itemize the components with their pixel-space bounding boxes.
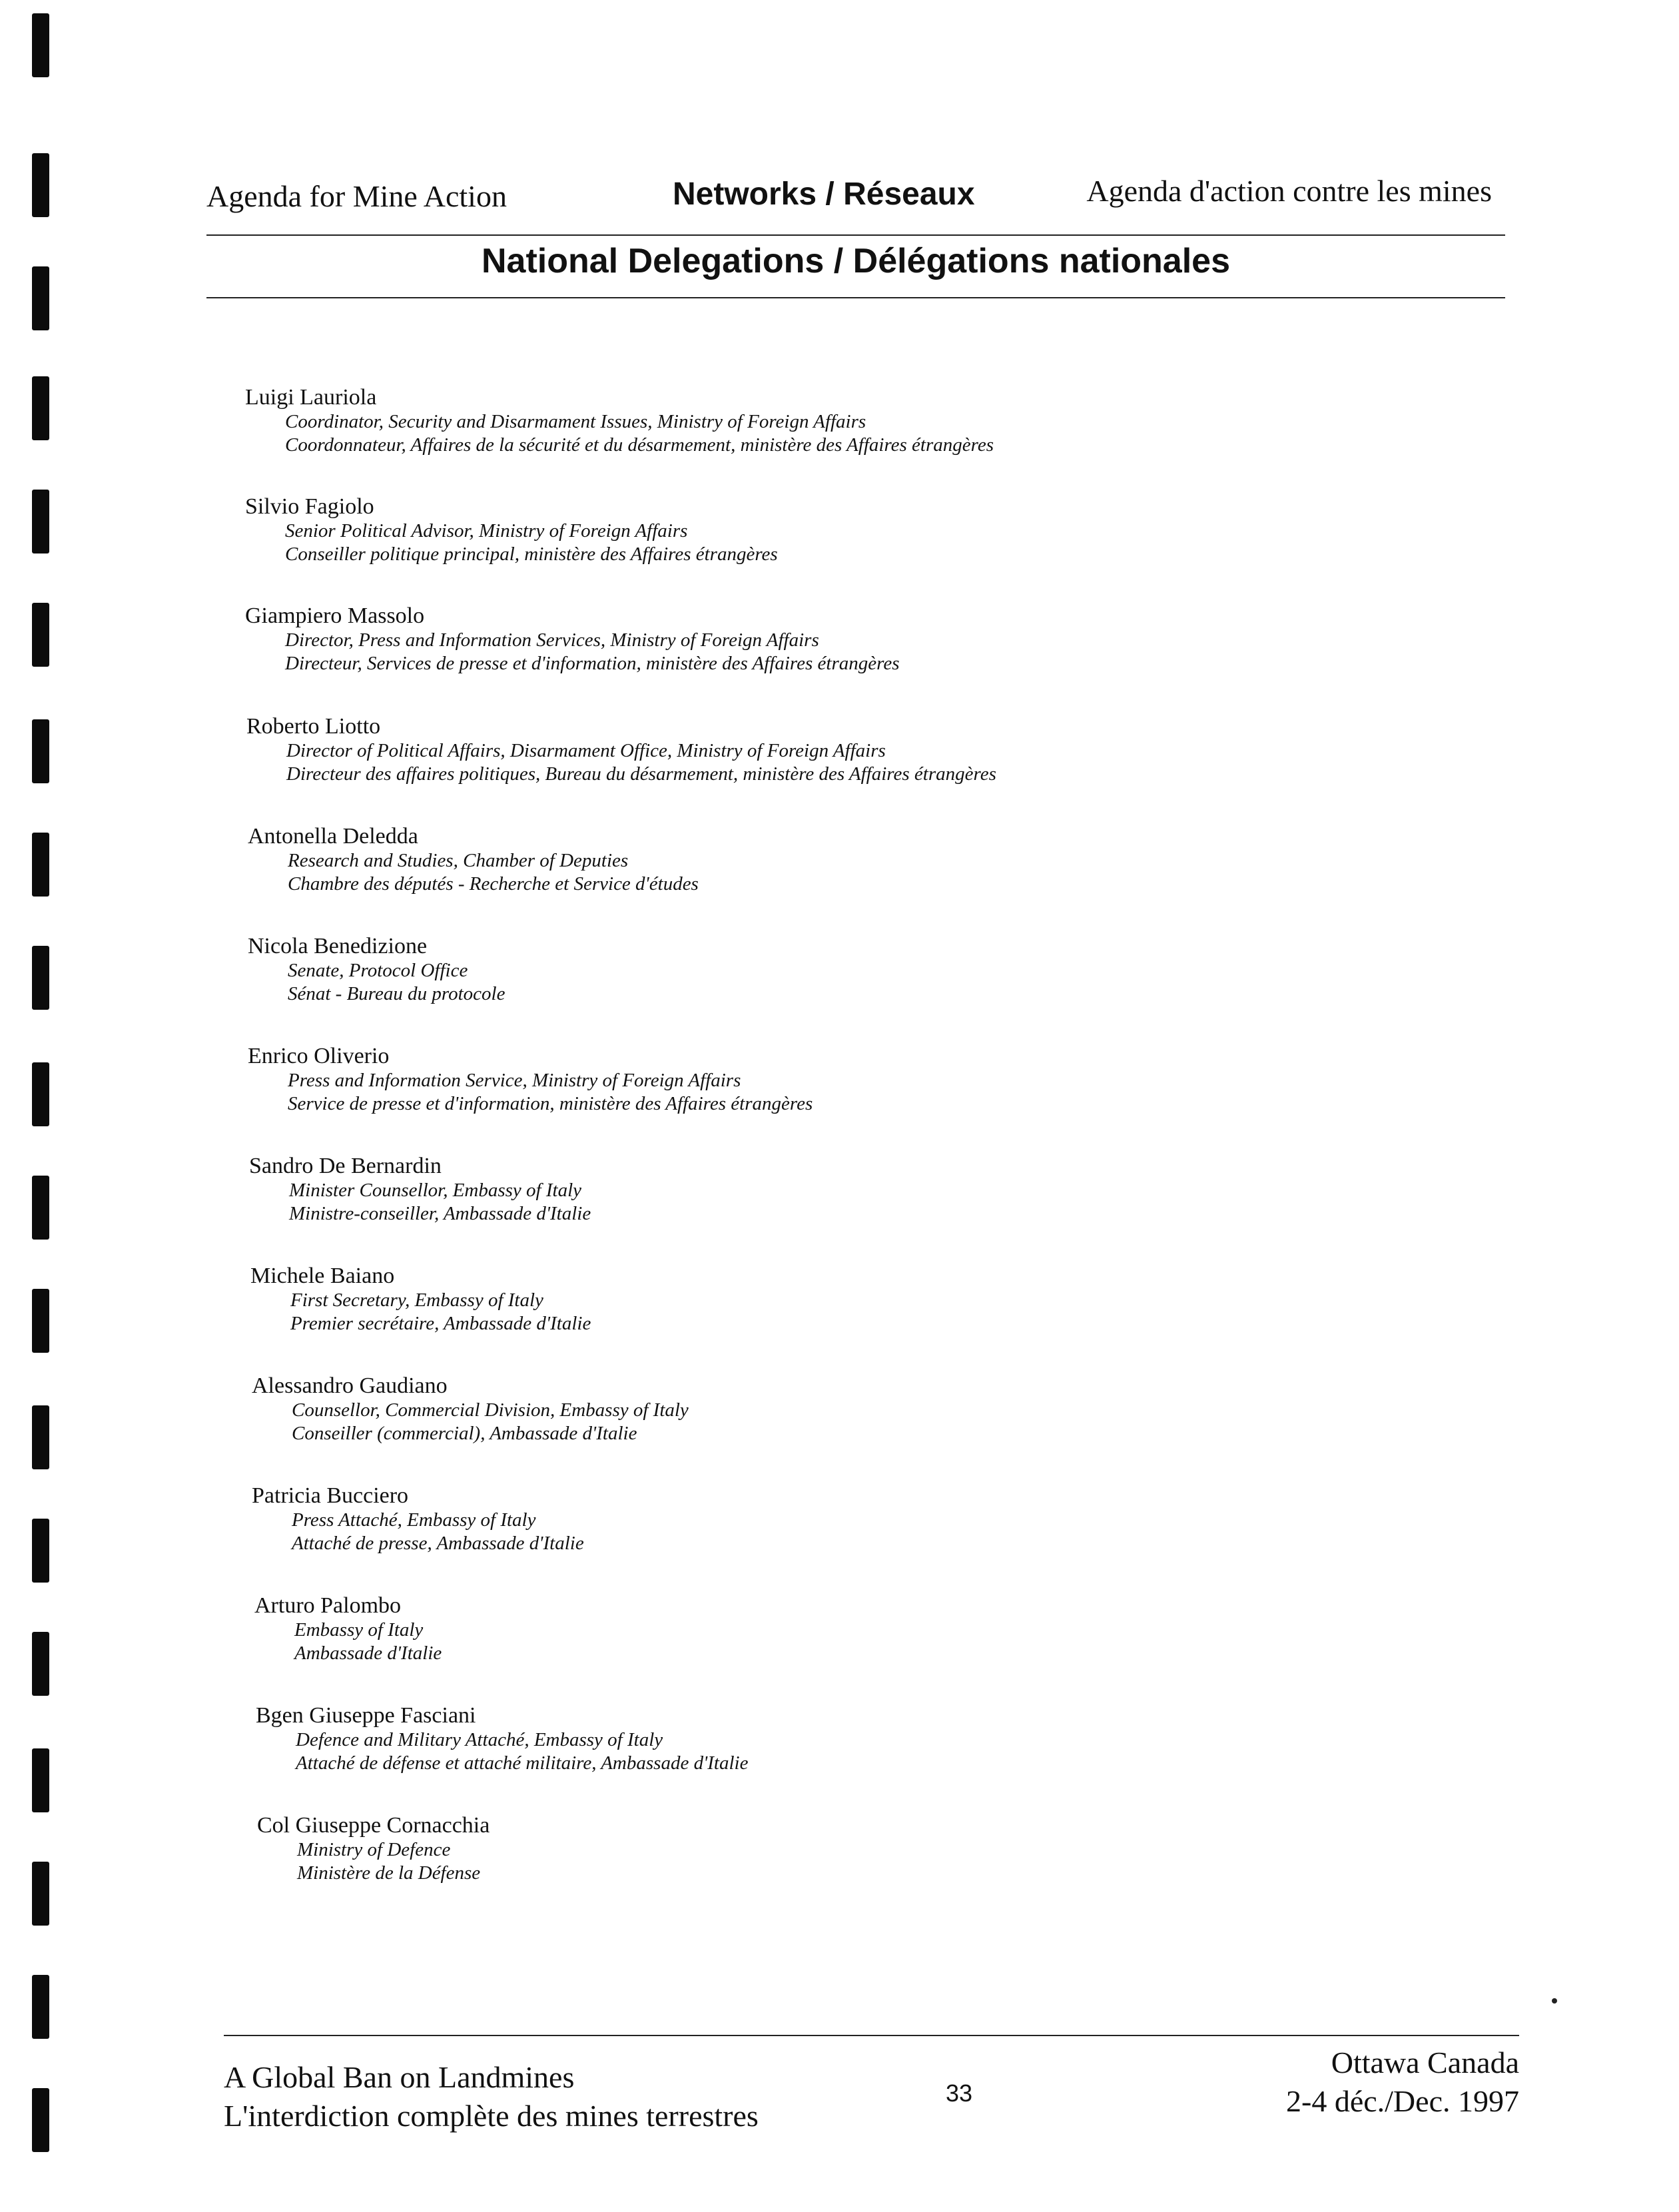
binding-hole — [32, 490, 49, 553]
delegate-role-fr: Ministère de la Défense — [297, 1862, 481, 1884]
binding-hole — [32, 603, 49, 667]
footer-date: 2-4 déc./Dec. 1997 — [1286, 2084, 1519, 2118]
delegate-entry — [246, 714, 996, 786]
delegate-name: Roberto Liotto — [246, 714, 381, 739]
binding-hole — [32, 1519, 49, 1583]
delegate-entry — [252, 1483, 584, 1555]
delegate-role-en: Counsellor, Commercial Division, Embassy of Italy — [292, 1399, 689, 1421]
delegate-role-fr: Conseiller politique principal, ministère des Affaires étrangères — [285, 544, 778, 565]
delegate-name: Luigi Lauriola — [245, 385, 377, 410]
binding-hole — [32, 1176, 49, 1240]
binding-hole — [32, 946, 49, 1010]
delegate-name: Silvio Fagiolo — [245, 494, 374, 519]
delegate-role-fr: Coordonnateur, Affaires de la sécurité et du désarmement, ministère des Affaires étrangères — [285, 434, 994, 456]
binding-hole — [32, 1862, 49, 1926]
binding-hole — [32, 153, 49, 217]
delegate-role-en: Coordinator, Security and Disarmament Issues, Ministry of Foreign Affairs — [285, 411, 866, 432]
delegate-name: Alessandro Gaudiano — [252, 1373, 448, 1398]
delegate-role-fr: Chambre des députés - Recherche et Service d'études — [288, 873, 699, 895]
header-rule — [206, 234, 1505, 236]
binding-hole — [32, 376, 49, 440]
binding-hole — [32, 1289, 49, 1353]
delegate-role-en: Research and Studies, Chamber of Deputies — [288, 850, 629, 871]
delegate-role-fr: Conseiller (commercial), Ambassade d'Italie — [292, 1423, 637, 1444]
delegate-role-en: Senate, Protocol Office — [288, 960, 468, 981]
page-title: National Delegations / Délégations nationales — [481, 242, 1231, 280]
delegate-entry — [256, 1703, 748, 1775]
footer-location: Ottawa Canada — [1331, 2045, 1519, 2079]
delegate-role-en: Defence and Military Attaché, Embassy of Italy — [296, 1729, 663, 1750]
binding-hole — [32, 266, 49, 330]
delegate-role-fr: Attaché de défense et attaché militaire, Ambassade d'Italie — [296, 1752, 749, 1774]
delegate-entry — [250, 1264, 591, 1335]
title-rule — [206, 297, 1505, 298]
delegate-entry — [257, 1813, 490, 1885]
footer-title-fr: L'interdiction complète des mines terrestres — [224, 2099, 759, 2133]
delegate-role-en: Ministry of Defence — [297, 1839, 451, 1860]
delegate-role-fr: Ministre-conseiller, Ambassade d'Italie — [289, 1203, 591, 1224]
binding-hole — [32, 1062, 49, 1126]
delegate-entry — [245, 385, 994, 457]
binding-hole — [32, 1632, 49, 1696]
speck — [1552, 1998, 1557, 2004]
delegate-name: Nicola Benedizione — [248, 934, 428, 958]
header-center: Networks / Réseaux — [673, 177, 975, 212]
page-number: 33 — [946, 2079, 973, 2107]
footer-left — [224, 2058, 759, 2135]
delegate-entry — [249, 1154, 591, 1226]
delegate-entry — [245, 494, 778, 566]
delegate-role-fr: Directeur, Services de presse et d'information, ministère des Affaires étrangères — [285, 653, 900, 674]
footer-right — [1286, 2043, 1519, 2121]
delegate-role-fr: Ambassade d'Italie — [294, 1643, 442, 1664]
delegate-role-en: Press Attaché, Embassy of Italy — [292, 1509, 536, 1531]
binding-hole — [32, 719, 49, 783]
delegate-role-en: Director, Press and Information Services, Ministry of Foreign Affairs — [285, 629, 819, 651]
delegate-role-en: Minister Counsellor, Embassy of Italy — [289, 1180, 582, 1201]
binding-hole — [32, 2088, 49, 2152]
delegate-entry — [248, 1044, 813, 1116]
delegate-name: Enrico Oliverio — [248, 1044, 390, 1068]
binding-hole — [32, 833, 49, 897]
delegate-role-fr: Service de presse et d'information, ministère des Affaires étrangères — [288, 1093, 813, 1114]
delegate-entry — [254, 1593, 442, 1665]
delegate-entry — [248, 824, 699, 896]
delegate-role-fr: Premier secrétaire, Ambassade d'Italie — [290, 1313, 591, 1334]
delegate-role-fr: Attaché de presse, Ambassade d'Italie — [292, 1533, 584, 1554]
footer-rule — [224, 2035, 1519, 2036]
delegate-role-en: Embassy of Italy — [294, 1619, 424, 1641]
delegate-entry — [248, 934, 505, 1006]
delegate-role-en: First Secretary, Embassy of Italy — [290, 1290, 543, 1311]
footer-title-en: A Global Ban on Landmines — [224, 2060, 575, 2094]
binding-holes — [32, 0, 52, 2212]
delegate-name: Col Giuseppe Cornacchia — [257, 1813, 490, 1838]
header-right: Agenda d'action contre les mines — [1086, 174, 1492, 208]
delegate-entry — [245, 603, 900, 675]
delegate-name: Michele Baiano — [250, 1264, 395, 1288]
binding-hole — [32, 1748, 49, 1812]
page-header — [206, 167, 1505, 233]
binding-hole — [32, 1405, 49, 1469]
delegate-role-en: Director of Political Affairs, Disarmament Office, Ministry of Foreign Affairs — [286, 740, 886, 761]
binding-hole — [32, 13, 49, 77]
delegate-name: Patricia Bucciero — [252, 1483, 409, 1508]
delegate-role-en: Press and Information Service, Ministry of Foreign Affairs — [288, 1070, 741, 1091]
delegate-name: Sandro De Bernardin — [249, 1154, 442, 1178]
delegate-name: Antonella Deledda — [248, 824, 418, 849]
delegate-name: Giampiero Massolo — [245, 603, 425, 628]
delegate-name: Bgen Giuseppe Fasciani — [256, 1703, 476, 1728]
delegate-name: Arturo Palombo — [254, 1593, 402, 1618]
delegate-role-fr: Directeur des affaires politiques, Bureau du désarmement, ministère des Affaires étrangères — [286, 763, 996, 785]
binding-hole — [32, 1975, 49, 2039]
header-left: Agenda for Mine Action — [206, 179, 507, 213]
delegate-role-en: Senior Political Advisor, Ministry of Foreign Affairs — [285, 520, 688, 542]
delegate-entry — [252, 1373, 689, 1445]
delegate-role-fr: Sénat - Bureau du protocole — [288, 983, 505, 1004]
